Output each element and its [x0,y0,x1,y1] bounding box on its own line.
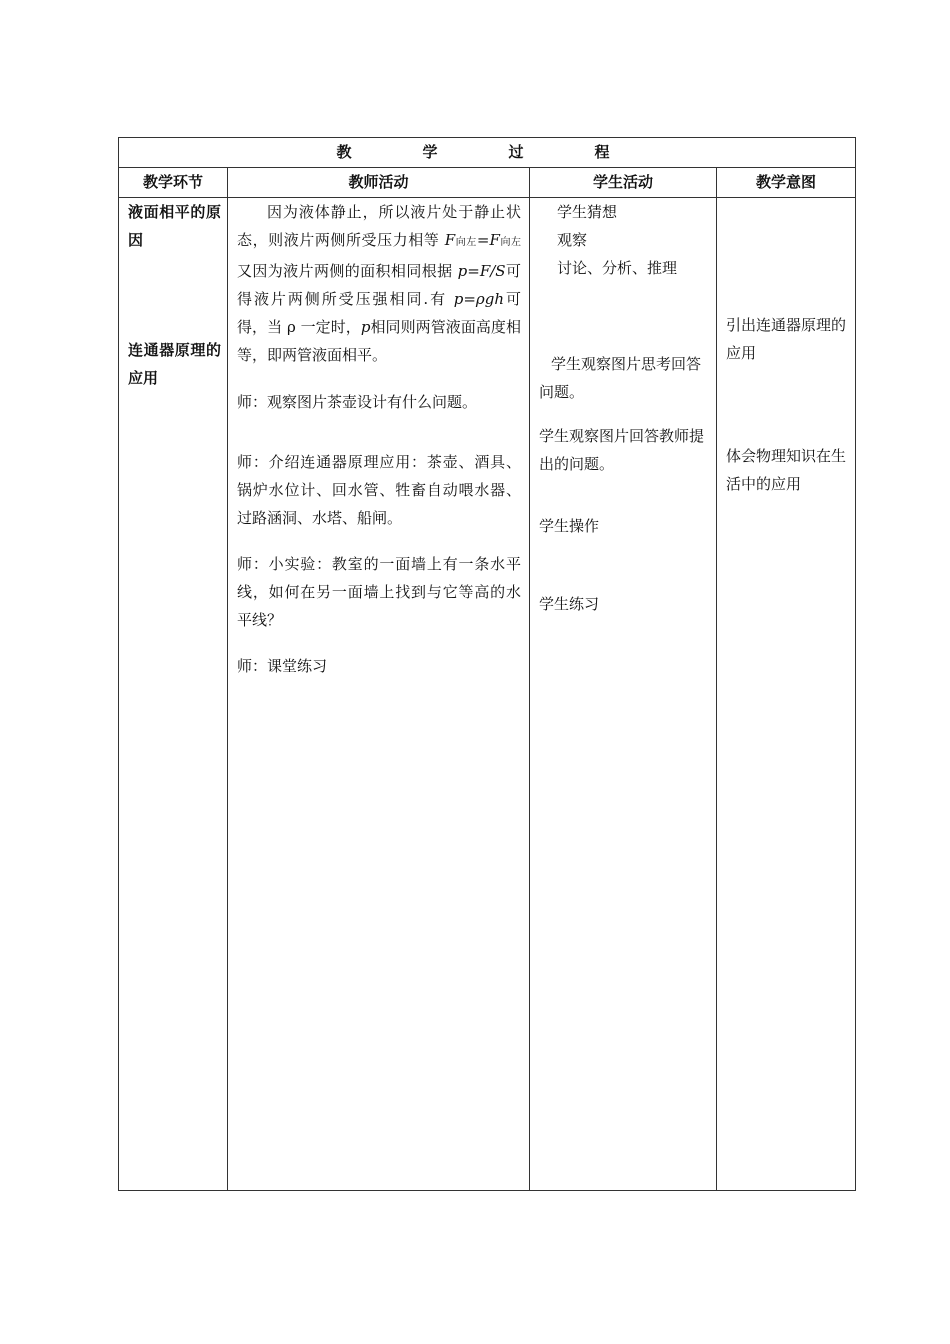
pressure-symbol: p [360,318,371,336]
student-answer-questions: 学生观察图片思考回答问题。 [539,355,702,401]
teacher-classroom-exercise: 师：课堂练习 [237,657,328,675]
header-student: 学生活动 [530,168,717,198]
intent-column [717,198,856,1191]
teacher-question-teapot: 师：观察图片茶壶设计有什么问题。 [237,393,478,411]
header-section: 教学环节 [119,168,228,198]
teacher-explanation [237,198,521,369]
header-intent: 教学意图 [717,168,856,198]
formula-pressure: p=F/S [457,262,506,280]
student-practice: 学生练习 [539,595,600,613]
student-guess: 学生猜想 [557,203,618,221]
text: 因为液体静止，所以液片处于静止状态，则液片两侧所受压力相等 [237,203,521,249]
student-answer-teacher: 学生观察图片回答教师提出的问题。 [539,427,705,473]
intent-introduce-principle: 引出连通器原理的应用 [726,316,847,362]
intent-physics-in-life: 体会物理知识在生活中的应用 [726,447,847,493]
subscript: 向左 [499,237,522,248]
equals: = [476,231,490,249]
teaching-process-table [118,137,856,1191]
teacher-experiment: 师：小实验：教室的一面墙上有一条水平线，如何在另一面墙上找到与它等高的水平线？ [237,555,521,629]
teacher-column [228,198,530,1191]
text: 相同则两管液面高度相等，即两管液面相平。 [237,318,521,364]
section-connector-application: 连通器原理的应用 [128,341,221,387]
text: 可得，当 ρ 一定时， [237,290,521,336]
table-title: 教 学 过 程 [119,138,856,168]
subscript: 向左 [455,237,477,248]
force-symbol: F [444,231,456,249]
header-teacher: 教师活动 [228,168,530,198]
section-column [119,198,228,1191]
teacher-introduce-applications: 师：介绍连通器原理应用：茶壶、酒具、锅炉水位计、回水管、牲畜自动喂水器、过路涵洞、水塔、船闸。 [237,453,521,527]
text: 又因为液片两侧的面积相同根据 [237,262,458,280]
student-discuss: 讨论、分析、推理 [557,259,678,277]
student-operate: 学生操作 [539,517,600,535]
force-symbol: F [489,231,500,249]
section-liquid-level: 液面相平的原因 [128,203,221,249]
text: 可得液片两侧所受压强相同.有 [237,262,521,308]
student-column [530,198,717,1191]
student-observe: 观察 [557,231,588,249]
formula-liquid-pressure: p=ρgh [453,290,505,308]
